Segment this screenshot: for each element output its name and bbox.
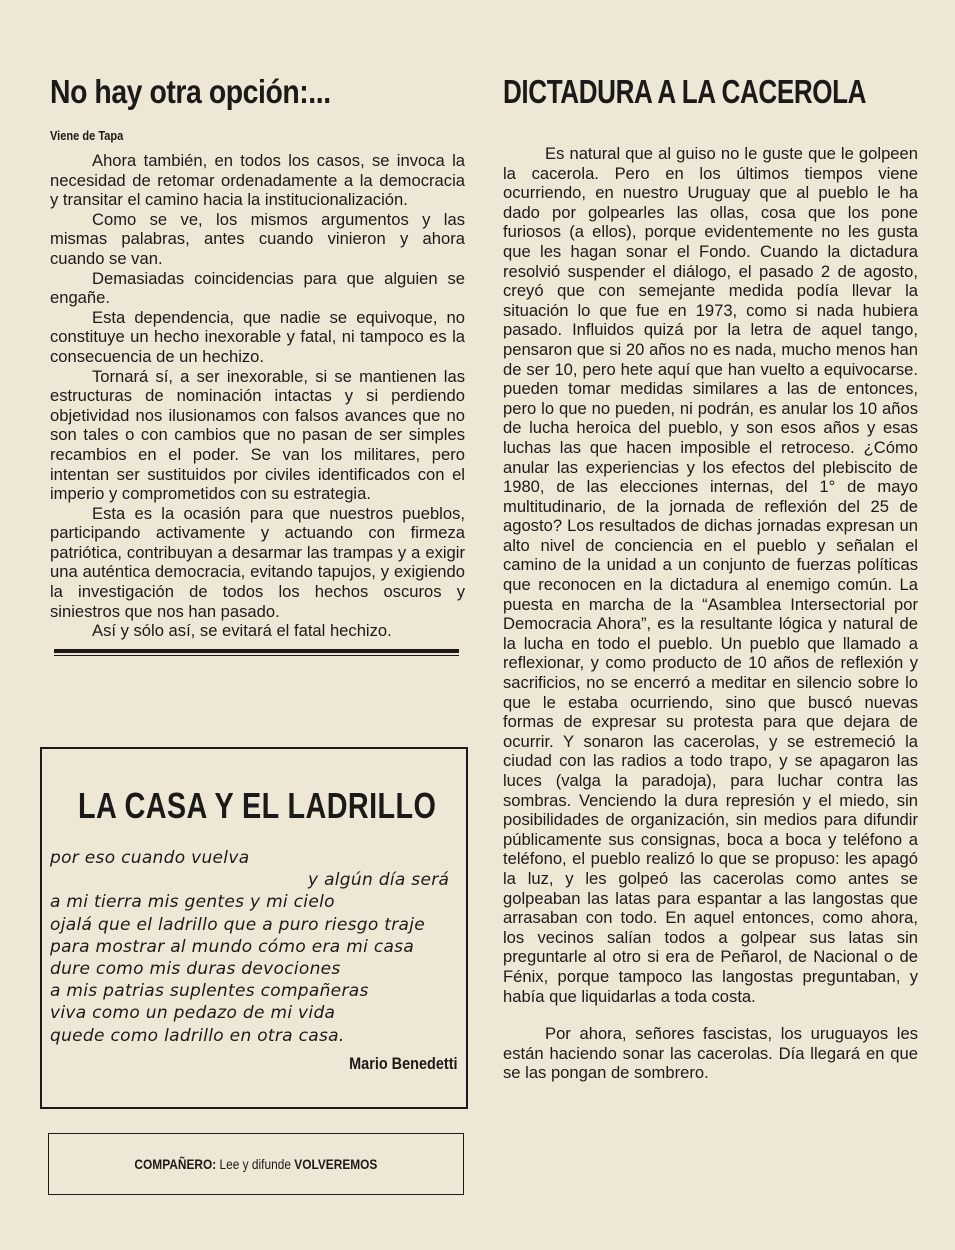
- left-paragraph: Demasiadas coincidencias para que alguien se engañe.: [50, 268, 465, 308]
- left-paragraph: Esta es la ocasión para que nuestros pueblos, participando activamente y actuando con firmeza patriótica, contribuyan a desarmar las trampas y a exigir una auténtica democracia, evitando tapujos, y exigiendo la investigación de todos los hechos oscuros y siniestros que nos han pasado.: [50, 503, 465, 621]
- poem-title: LA CASA Y EL LADRILLO: [78, 785, 437, 826]
- divider-thick: [54, 649, 459, 653]
- poem-line: viva como un pedazo de mi vida: [50, 1003, 336, 1024]
- footer-text: [135, 1156, 378, 1172]
- poem-line: quede como ladrillo en otra casa.: [50, 1025, 345, 1046]
- poem-lines: [50, 847, 460, 1047]
- left-article-headline: No hay otra opción:...: [50, 73, 331, 110]
- divider-thin: [54, 655, 459, 657]
- footer-label: COMPAÑERO:: [134, 1156, 217, 1172]
- right-paragraph: Es natural que al guiso no le guste que le golpeen la cacerola. Pero en los últimos tiempos viene ocurriendo, en nuestro Uruguay que al pueblo le ha dado por golpearles las ollas, cosa que los pone furiosos (a ellos), porque evidentemente no les gusta que les hagan sonar el Fondo. Cuando la dictadura resolvió suspender el diálogo, el pasado 2 de agosto, creyó que con semejante medida podía llevar la situación lo que fue en 1973, como si nada hubiera pasado. Influidos quizá por la letra de aquel tango, pensaron que si 20 años no es nada, mucho menos han de ser 10, pero hete aquí que han vuelto a equivocarse. pueden tomar medidas similares a las de entonces, pero lo que no pueden, ni podrán, es anular los 10 años de lucha heroica del pueblo, y son esos años y esas luchas las que hacen imposible el retroceso. ¿Cómo anular las experiencias y los efectos del plebiscito de 1980, de las elecciones internas, del 1° de mayo multitudinario, de la jornada de reflexión del 25 de agosto? Los resultados de dichas jornadas expresan un alto nivel de conciencia en el pueblo y señalan el camino de la unidad a un conjunto de fuerzas políticas que reconocen en la dictadura al enemigo común. La puesta en marcha de la “Asamblea Intersectorial por Democracia Ahora”, es la resultante lógica y natural de la lucha en todo el pueblo. Un pueblo que llamado a reflexionar, y como producto de 10 años de reflexión y sacrificios, no se encerró a meditar en silencio sobre lo que le estaba ocurriendo, sino que buscó nuevas formas de expresar su protesta para que dejara de ocurrir. Y sonaron las cacerolas, y se estremeció la ciudad con las radios a todo trapo, y se apagaron las luces (valga la paradoja), para luchar contra las sombras. Venciendo la dura represión y el miedo, sin posibilidades de organización, sin medios para difundir públicamente sus consignas, boca a boca y teléfono a teléfono, el pueblo realizó lo que se propuso: les apagó la luz, y les golpeó las cacerolas como antes se golpeaban las latas para espantar a las langostas que arrasaban con todo. En aquel entonces, como ahora, los vecinos salían todos a golpear sus latas sin preguntarle al otro si era de Peñarol, de Nacional o de Fénix, porque tampoco las langostas preguntaban, y había que liquidarlas a toda costa.: [503, 144, 918, 1006]
- left-paragraph: Así y sólo así, se evitará el fatal hechizo.: [92, 621, 392, 641]
- footer-name: VOLVEREMOS: [294, 1156, 378, 1172]
- left-paragraph: Tornará sí, a ser inexorable, si se mantienen las estructuras de nominación intactas y si perdiendo objetividad nos ilusionamos con falsos avances que no son tales o con cambios que no pasan de ser simples recambios en el poder. Se van los militares, pero intentan ser sustituidos por civiles identificados con el imperio y comprometidos con su estrategia.: [50, 366, 465, 504]
- right-article-body: [503, 144, 918, 1083]
- poem-line: dure como mis duras devociones: [50, 959, 341, 980]
- right-article-headline: DICTADURA A LA CACEROLA: [503, 73, 867, 110]
- poem-line: ojalá que el ladrillo que a puro riesgo traje: [50, 914, 425, 935]
- poem-line: a mis patrias suplentes compañeras: [50, 981, 369, 1002]
- poem-line: para mostrar al mundo cómo era mi casa: [50, 936, 415, 957]
- poem-line: por eso cuando vuelva: [50, 848, 250, 868]
- poem-line: y algún día será: [308, 870, 450, 891]
- right-paragraph: Por ahora, señores fascistas, los uruguayos les están haciendo sonar las cacerolas. Día llegará en que se las pongan de sombrero.: [503, 1024, 918, 1083]
- left-paragraph: Esta dependencia, que nadie se equivoque, no constituye un hecho inexorable y fatal, ni tampoco es la consecuencia de un hechizo.: [50, 307, 465, 366]
- left-article-body: [50, 151, 465, 641]
- left-paragraph: Como se ve, los mismos argumentos y las mismas palabras, antes cuando vinieron y ahora cuando se van.: [50, 209, 465, 268]
- footer-box: [48, 1133, 464, 1195]
- left-article-kicker: Viene de Tapa: [50, 128, 124, 143]
- poem-box: [40, 747, 468, 1109]
- left-article: [50, 70, 465, 656]
- footer-middle: Lee y difunde: [219, 1156, 292, 1172]
- left-paragraph: Ahora también, en todos los casos, se invoca la necesidad de retomar ordenadamente a la democracia y transitar el camino hacia la institucionalización.: [50, 151, 465, 210]
- right-article: [503, 70, 918, 1083]
- poem-author: Mario Benedetti: [349, 1054, 458, 1073]
- poem-line: a mi tierra mis gentes y mi cielo: [50, 892, 335, 913]
